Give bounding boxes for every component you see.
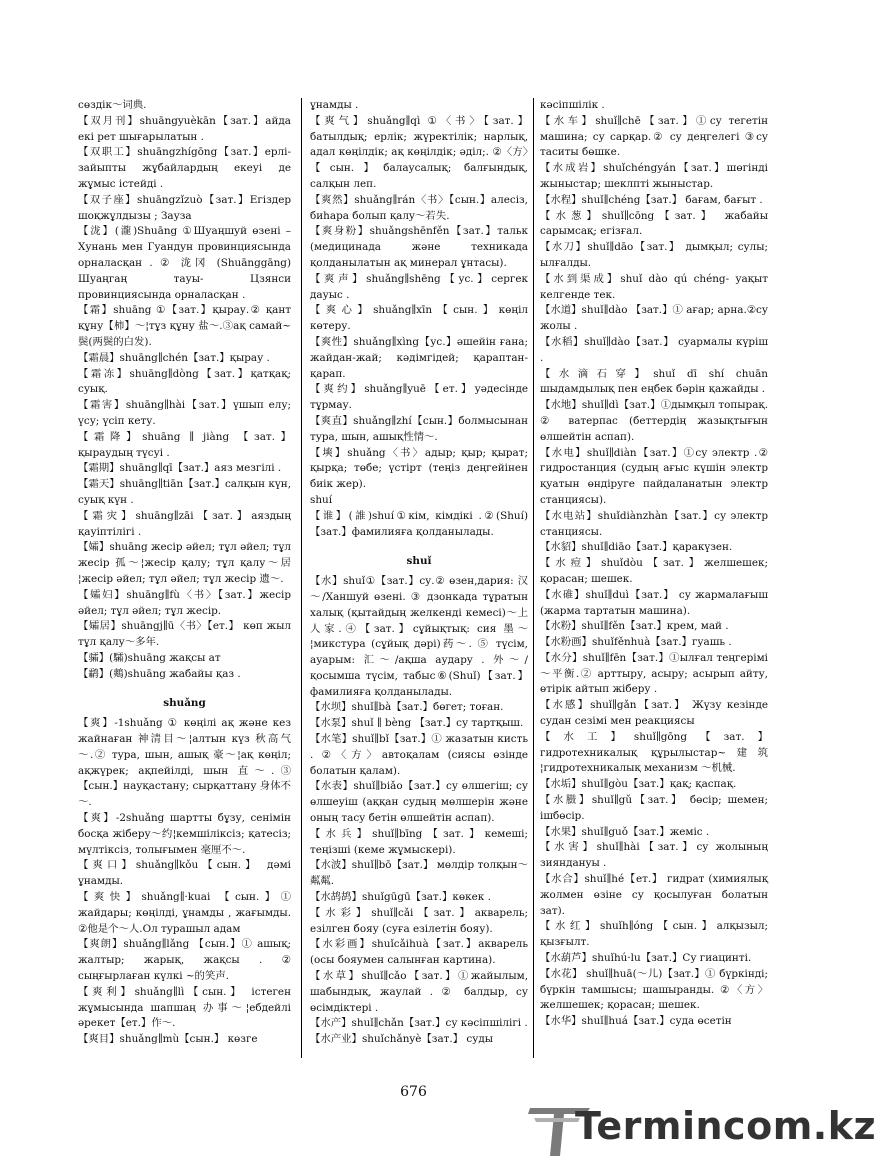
- dictionary-entry: 【水葱】shuǐ∥cōng【зат.】 жабайы сарымсақ; егізғал.: [540, 209, 768, 238]
- dictionary-entry: 【水害】shuǐ∥hài【зат.】су жолының зиянданyы .: [540, 841, 768, 870]
- dictionary-entry: 【水鸪鸪】shuǐgūgū【зат.】көкек .: [310, 891, 491, 904]
- dictionary-entry: 【孀】shuāng жесір әйел; тұл әйел; тұл жесір 孤～¦жесір қалу; тұл қалу～居¦жесір әйел; тұл әйел; тұл жесір 遗～.: [78, 541, 291, 585]
- dictionary-entry: 【双月刊】shuāngyuèkān【зат.】айда екі рет шығарылатын .: [78, 114, 291, 143]
- dictionary-entry: 【霜灾】shuāng∥zāi【зат.】аяздың қауіптілігі .: [78, 509, 291, 538]
- dictionary-entry: 【水合】shuǐ∥hé【ет.】 гидрат (химиялық жолмен өзіне су қосылуған болатын зат).: [540, 873, 768, 917]
- dictionary-entry: 【水臌】shuǐ∥gǔ【зат.】 бөсір; шемен; ішбөсір.: [540, 794, 768, 822]
- dictionary-entry: 【水粉】shuǐ∥fěn【зат.】крем, май .: [540, 620, 729, 633]
- dictionary-entry: 【水产】shuǐ∥chǎn【зат.】су кәсіпшілігі .: [310, 1017, 528, 1030]
- dictionary-entry: 【孀居】shuāngj∥ū〈书〉【ет.】 көп жыл тұл қалу～多年.: [78, 620, 291, 649]
- dictionary-entry: shuí: [310, 493, 333, 506]
- dictionary-entry: 【爽直】shuǎng∥zhí【сын.】болмысынан тура, шын, ашық性情～.: [310, 414, 528, 443]
- dictionary-entry: 【双职工】shuāngzhígōng【зат.】ерлі-зайыпты жұбайлардың екеуі де жұмыс істейді .: [78, 146, 291, 190]
- dictionary-entry: 【爽身粉】shuǎngshēnfěn【зат.】тальк (медицинада және техникада қолданылатын ақ минерал ұнтасы).: [310, 225, 528, 269]
- dictionary-entry: 【霜】shuāng ①【зат.】қырау.② қант құну【柿】～¦тұз құну 盐～.③ақ самай~鬓(两鬓的白发).: [78, 304, 291, 348]
- entry-list: [78, 716, 291, 1048]
- dictionary-entry: 【水粉画】shuǐfěnhuà【зат.】гуашь .: [540, 636, 732, 649]
- dictionary-entry: 【双子座】shuāngzǐzuò【зат.】Егіздер шоқжұлдызы ; Зауза: [78, 193, 291, 222]
- dictionary-entry: 【水果】shuǐ∥guǒ【зат.】жеміс .: [540, 825, 710, 838]
- dictionary-entry: 【爽然】shuǎng∥rán〈书〉【сын.】алесіз, биhара болып қалу～若失.: [310, 193, 528, 222]
- dictionary-entry: 【爽约】shuǎng∥yuē【ет.】уәдесінде тұрмау.: [310, 383, 528, 412]
- dictionary-entry: 【霜晨】shuāng∥chén【зат.】қырау .: [78, 351, 270, 364]
- entry-list: [540, 98, 768, 1030]
- dictionary-entry: 【水笔】shuǐ∥bǐ【зат.】① жазатын кисть . ②〈方〉автоқалам (сиясы өзінде болатын қалам).: [310, 733, 528, 777]
- dictionary-entry: 【水华】shuǐ∥huá【зат.】суда өсетін: [540, 1015, 732, 1028]
- dictionary-entry: 【霜降】shuāng ∥ jiàng 【зат.】қыраудың түсуі .: [78, 430, 291, 459]
- dictionary-entry: 【爽快】shuǎng∥·kuai 【сын.】① жайдары; көңілді, ұнамды , жағымды. ②他是个～人.Ол турашыл адам: [78, 891, 291, 935]
- dictionary-entry: 【谁】(誰)shuí①кім, кімдікі .②(Shuí)【зат.】фамилияға қолданылады.: [310, 509, 528, 538]
- dictionary-entry: 【水感】shuǐ∥gǎn【зат.】 Жүзу кезінде судан сезімі мен реакциясы: [540, 699, 768, 728]
- dictionary-entry: 【水道】shuǐ∥dào 【зат.】① ағар; арна.②су жолы .: [540, 304, 768, 333]
- dictionary-entry: 【爽气】shuǎng∥qì ①〈书〉【зат.】батылдық; ерлік; жүректілік; нарлық, адал көңілдік; ақ көңілдік; әділ;. ②〈方〉【сын.】балаусалық; балғындық, салқын леп.: [310, 114, 528, 190]
- dictionary-entry: 【水痘】shuǐdòu【зат.】желшешек; қорасан; шешек.: [540, 557, 768, 585]
- dictionary-column-2: [310, 98, 528, 1048]
- dictionary-entry: 【爽声】shuǎng∥shēng【ус.】сергек дауыс .: [310, 272, 528, 301]
- dictionary-entry: 【爽目】shuǎng∥mù【сын.】 көзге: [78, 1033, 258, 1046]
- dictionary-entry: 【爽】-2shuǎng шартты бұзу, сенімін босқа жіберу～约¦кемшіліксіз; қатесіз; мүлтіксіз, толығымен 毫厘不～.: [78, 812, 291, 856]
- dictionary-entry: 【水泵】shuǐ ∥ bèng 【зат.】су тартқыш.: [310, 717, 524, 730]
- dictionary-entry: 【水地】shuǐ∥dì【зат.】①дымқыл топырақ. ② ватерпас (беттердің жазықтығын өлшейтін аспап).: [540, 399, 768, 443]
- dictionary-entry: 【水滴石穿】shuǐ dī shí chuān шыдамдылық пен еңбек бәрін қажайды .: [540, 367, 768, 396]
- dictionary-entry: 【水程】shuǐ∥chéng【зат.】 бағам, бағыт .: [540, 193, 763, 206]
- dictionary-entry: 【水】shuǐ①【зат.】су.② өзен,дария: 汉～/Ханшуй өзені. ③ дзонкада тұратын халық (қытайдың желкенді кемесі)～上人家.④【зат.】сұйықтық: сия 墨～¦микстура (сұйық дәрі)药～. ⑤ түсім, ауарым: 汇～/ақша аударy . 外～/қосымша түсім, табыс⑥(Shuǐ)【зат.】фамилияға қолданылады.: [310, 575, 528, 698]
- dictionary-entry: 【爽利】shuǎng∥lì【сын.】 істеген жұмысында шапшаң 办事～¦ебдейлі әрекет【ет.】作～.: [78, 985, 291, 1030]
- dictionary-entry: кәсіпшілік .: [540, 99, 605, 111]
- dictionary-entry: 【水兵】shuǐ∥bīng【зат.】кемеші; теңізші (кеме жұмыскері).: [310, 827, 528, 856]
- dictionary-entry: 【水分】shuǐ∥fēn【зат.】①ылғал теңгерімі～平衡.② арттыру, асыру; асырып айту, өтірік айтып жіберу .: [540, 651, 768, 696]
- dictionary-entry: 【骦】(驦)shuāng жақсы ат: [78, 651, 221, 664]
- dictionary-entry: 【水波】shuǐ∥bō【зат.】 мөлдір толқын～粼粼.: [310, 859, 528, 888]
- dictionary-entry: 【泷】(瀧)Shuāng ①Шуаңшуй өзені – Хунань мен Гуандун провинциясында орналасқан . ② 泷冈 (Shuānggāng) Шуаңгаң тауы- Цзянси провинциясында орналасқан .: [78, 225, 291, 301]
- dictionary-entry: 【水葫芦】shuǐhú·lu【зат.】Су гиацинті.: [540, 952, 752, 965]
- dictionary-entry: 【水草】shuǐ∥cǎo【зат.】①жайылым, шабындық, жаулай . ② балдыр, су өсімдіктері .: [310, 970, 528, 1014]
- dictionary-entry: 【爽性】shuǎng∥xìng【ус.】әшейін ғана; жайдан-жай; кәдімгідей; қараптан-қарап.: [310, 335, 528, 380]
- dictionary-column-3: [540, 98, 768, 1030]
- dictionary-entry: 【水彩】shuǐ∥cǎi【зат.】акварель; езілген бояу (суға езілетін бояу).: [310, 906, 528, 935]
- dictionary-entry: 【水成岩】shuǐchéngyán【зат.】шөгінді жыныстар; шеклпті жыныстар.: [540, 162, 768, 190]
- dictionary-entry: 【水到渠成】shuǐ dào qú chéng- уақыт келгенде тек.: [540, 272, 768, 301]
- dictionary-entry: 【霜天】shuāng∥tiān【зат.】салқын күн, суық күн .: [78, 478, 291, 506]
- entry-list: [78, 98, 291, 682]
- dictionary-entry: 【水车】shuǐ∥chē【зат.】①су тегетін машина; су сарқар.② су деңгелегі ③су таситы бөшке.: [540, 114, 768, 159]
- dictionary-entry: 【水彩画】shuǐcǎihuà【зат.】акварель (осы бояумен салынған картина).: [310, 938, 528, 967]
- dictionary-entry: 【水刀】shuǐ∥dāo【зат.】 дымқыл; сулы; ылғалды.: [540, 241, 768, 269]
- dictionary-entry: 【水花】 shuǐ∥huā(～儿)【зат.】① бүркінді; бүркін тамшысы; шашыранды. ②〈方〉желшешек; қорасан; шешек.: [540, 967, 768, 1012]
- dictionary-entry: 【水稻】shuǐ∥dào【зат.】 суармалы күріш .: [540, 335, 768, 364]
- dictionary-entry: 【水产业】shuǐchǎnyè【зат.】 суды: [310, 1033, 494, 1046]
- dictionary-entry: 【爽口】shuǎng∥kǒu【сын.】 дәмі ұнамды.: [78, 859, 291, 888]
- dictionary-entry: 【爽】-1shuǎng ① көңілі ақ және кез жайнаған 神清目～¦алтын күз 秋高气～.② тура, шын, ашық 豪～¦ақ көңіл; ақжүрек; ақпейілді, шын 直～.③【сын.】науқастану; сырқаттану 身体不～.: [78, 717, 291, 809]
- column-divider: [301, 98, 302, 1058]
- dictionary-entry: 【水工】shuǐ∥gōng【зат.】гидротехникалық құрылыстар~建筑¦гидротехникалық механизм ～机械.: [540, 730, 768, 775]
- dictionary-entry: 【水表】shuǐ∥biǎo【зат.】су өлшегіш; су өлшеуіш (аққан судың мөлшерін және оның тасу бетін өлшейтін аспап).: [310, 780, 528, 825]
- page-number: 676: [400, 1084, 427, 1100]
- dictionary-entry: сөздік～词典.: [78, 99, 147, 111]
- dictionary-entry: 【水貂】shuǐ∥diāo【зат.】қаракүзен.: [540, 541, 733, 554]
- dictionary-entry: 【霜害】shuāng∥hài【зат.】үшып елу; үсу; үсіп кету.: [78, 399, 291, 427]
- dictionary-entry: ұнамды .: [310, 99, 359, 111]
- dictionary-entry: 【水坝】shuǐ∥bà【зат.】бөгет; тоған.: [310, 701, 504, 714]
- dictionary-entry: 【水碓】shuǐ∥duì【зат.】 су жармалағыш (жарма тартатын машина).: [540, 588, 768, 617]
- dictionary-entry: 【水垢】shuǐ∥gòu【зат.】қақ; қаспақ.: [540, 778, 737, 791]
- dictionary-entry: 【霜冻】shuāng∥dòng【зат.】қатқақ; суық.: [78, 367, 291, 396]
- entry-list: [310, 574, 528, 1048]
- dictionary-entry: 【塽】shuǎng〈书〉адыр; қыр; қырат; қырқа; төбе; үстірт (теңіз деңгейінен биік жер).: [310, 446, 528, 491]
- section-heading: shuǐ: [406, 555, 432, 568]
- dictionary-entry: 【鹴】(鷞)shuāng жабайы қаз .: [78, 667, 241, 680]
- dictionary-entry: 【孀妇】shuāng∥fù〈书〉【зат.】жесір әйел; тұл әйел; тұл жесір.: [78, 588, 291, 617]
- dictionary-entry: 【爽心】shuǎng∥xīn【сын.】көңіл көтеру.: [310, 304, 528, 333]
- dictionary-entry: 【水电】shuǐ∥diàn【зат.】①су электр .② гидростанция (судың ағыс күшін электр қуатын өндіруге пайдаланатын электр станциясы).: [540, 446, 768, 506]
- column-divider: [533, 98, 534, 1058]
- logo-text: Termincom.kz: [575, 1104, 876, 1148]
- dictionary-entry: 【霜期】shuāng∥qī【зат.】аяз мезгілі .: [78, 462, 282, 475]
- dictionary-column-1: [78, 98, 291, 1048]
- dictionary-entry: 【水红】shuǐh∥óng【сын.】алқызыл; қызғылт.: [540, 920, 768, 949]
- entry-list: [310, 98, 528, 540]
- dictionary-entry: 【水电站】shuǐdiànzhàn【зат.】су электр станциясы.: [540, 509, 768, 538]
- section-heading: shuǎng: [163, 697, 206, 710]
- dictionary-entry: 【爽朗】shuǎng∥lǎng 【сын.】① ашық; жалтыр; жарық, жақсы . ② сыңғырлаған күлкі ~的笑声.: [78, 938, 291, 983]
